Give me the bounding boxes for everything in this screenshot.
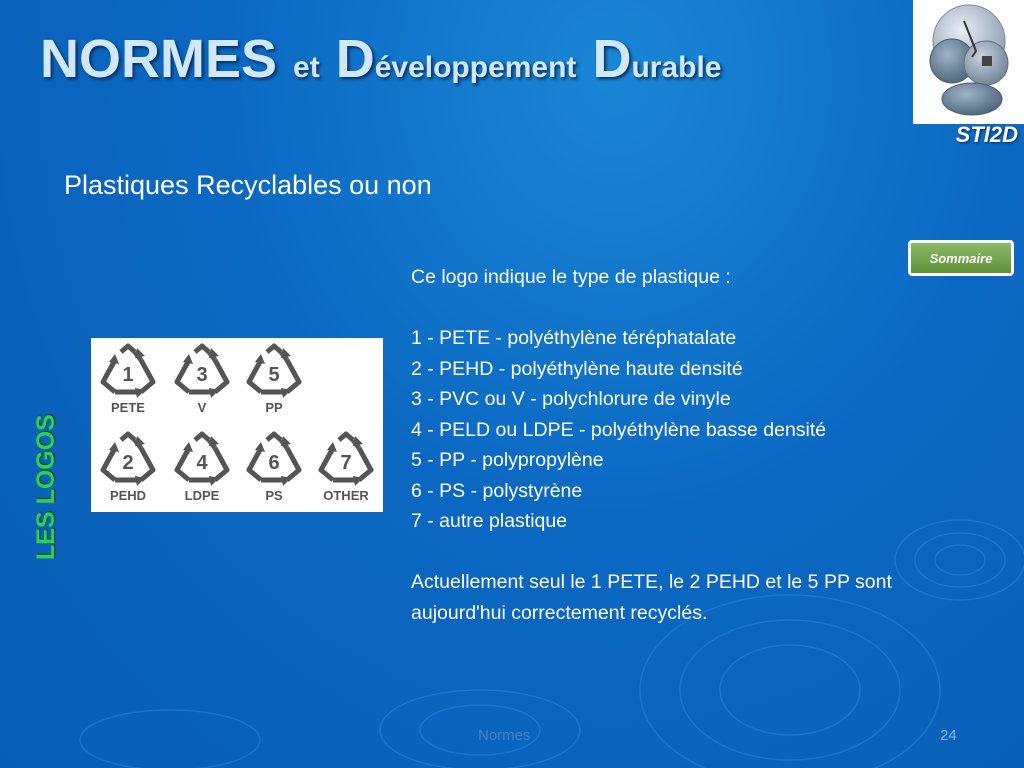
recycle-code-5-icon: [243, 342, 305, 420]
plastic-type-item-1: 1 - PETE - polyéthylène téréphatalate: [411, 327, 737, 349]
recycle-code-2-icon: [97, 430, 159, 508]
title-initial-d1: D: [335, 29, 375, 89]
recycle-code-7-icon: [315, 430, 377, 508]
title-word-et: et: [293, 51, 320, 84]
sti2d-logo: [913, 0, 1024, 124]
code-label: PEHD: [109, 488, 147, 503]
code-label: V: [197, 400, 207, 415]
side-label: [22, 395, 62, 565]
code-number: 3: [196, 364, 208, 386]
plastic-type-item-2: 2 - PEHD - polyéthylène haute densité: [411, 357, 743, 380]
sommaire-button[interactable]: Sommaire: [908, 240, 1014, 276]
page-title: [40, 28, 721, 90]
code-number: 1: [122, 364, 134, 386]
plastic-types-description: [411, 262, 991, 628]
title-word-normes: NORMES: [40, 29, 278, 89]
spheres-logo-icon: [914, 1, 1023, 123]
plastic-type-item-3: 3 - PVC ou V - polychlorure de vinyle: [411, 388, 731, 410]
code-label: LDPE: [184, 488, 220, 503]
plastic-type-item-4: 4 - PELD ou LDPE - polyéthylène basse densité: [411, 418, 827, 441]
slide-subtitle: Plastiques Recyclables ou non: [64, 170, 432, 200]
code-number: 5: [268, 364, 280, 386]
code-label: PS: [265, 488, 283, 503]
code-number: 7: [340, 452, 352, 474]
title-initial-d2: D: [592, 29, 632, 89]
sti2d-badge: STI2D: [955, 122, 1018, 147]
recycle-code-4-icon: [171, 430, 233, 508]
recycle-code-6-icon: [243, 430, 305, 508]
recycle-code-3-icon: [171, 342, 233, 420]
recycle-code-1-icon: [97, 342, 159, 420]
description-conclusion: Actuellement seul le 1 PETE, le 2 PEHD et le 5 PP sont aujourd'hui correctement recyclés.: [411, 571, 892, 624]
title-word-durable: urable: [631, 51, 722, 84]
code-number: 4: [196, 452, 208, 474]
plastic-type-item-5: 5 - PP - polypropylène: [411, 449, 604, 471]
recycling-codes-panel: [91, 338, 383, 512]
code-number: 2: [122, 452, 134, 474]
code-number: 6: [268, 452, 280, 474]
footer-label: Normes: [478, 727, 531, 744]
plastic-type-item-6: 6 - PS - polystyrène: [411, 479, 583, 502]
description-intro: Ce logo indique le type de plastique :: [411, 266, 731, 288]
plastic-type-item-7: 7 - autre plastique: [411, 510, 568, 532]
title-word-developpement: éveloppement: [374, 51, 577, 84]
side-label-text: LES LOGOS: [32, 414, 60, 560]
code-label: OTHER: [323, 488, 369, 503]
code-label: PETE: [111, 400, 145, 415]
code-label: PP: [265, 400, 283, 415]
page-number: 24: [940, 727, 957, 744]
